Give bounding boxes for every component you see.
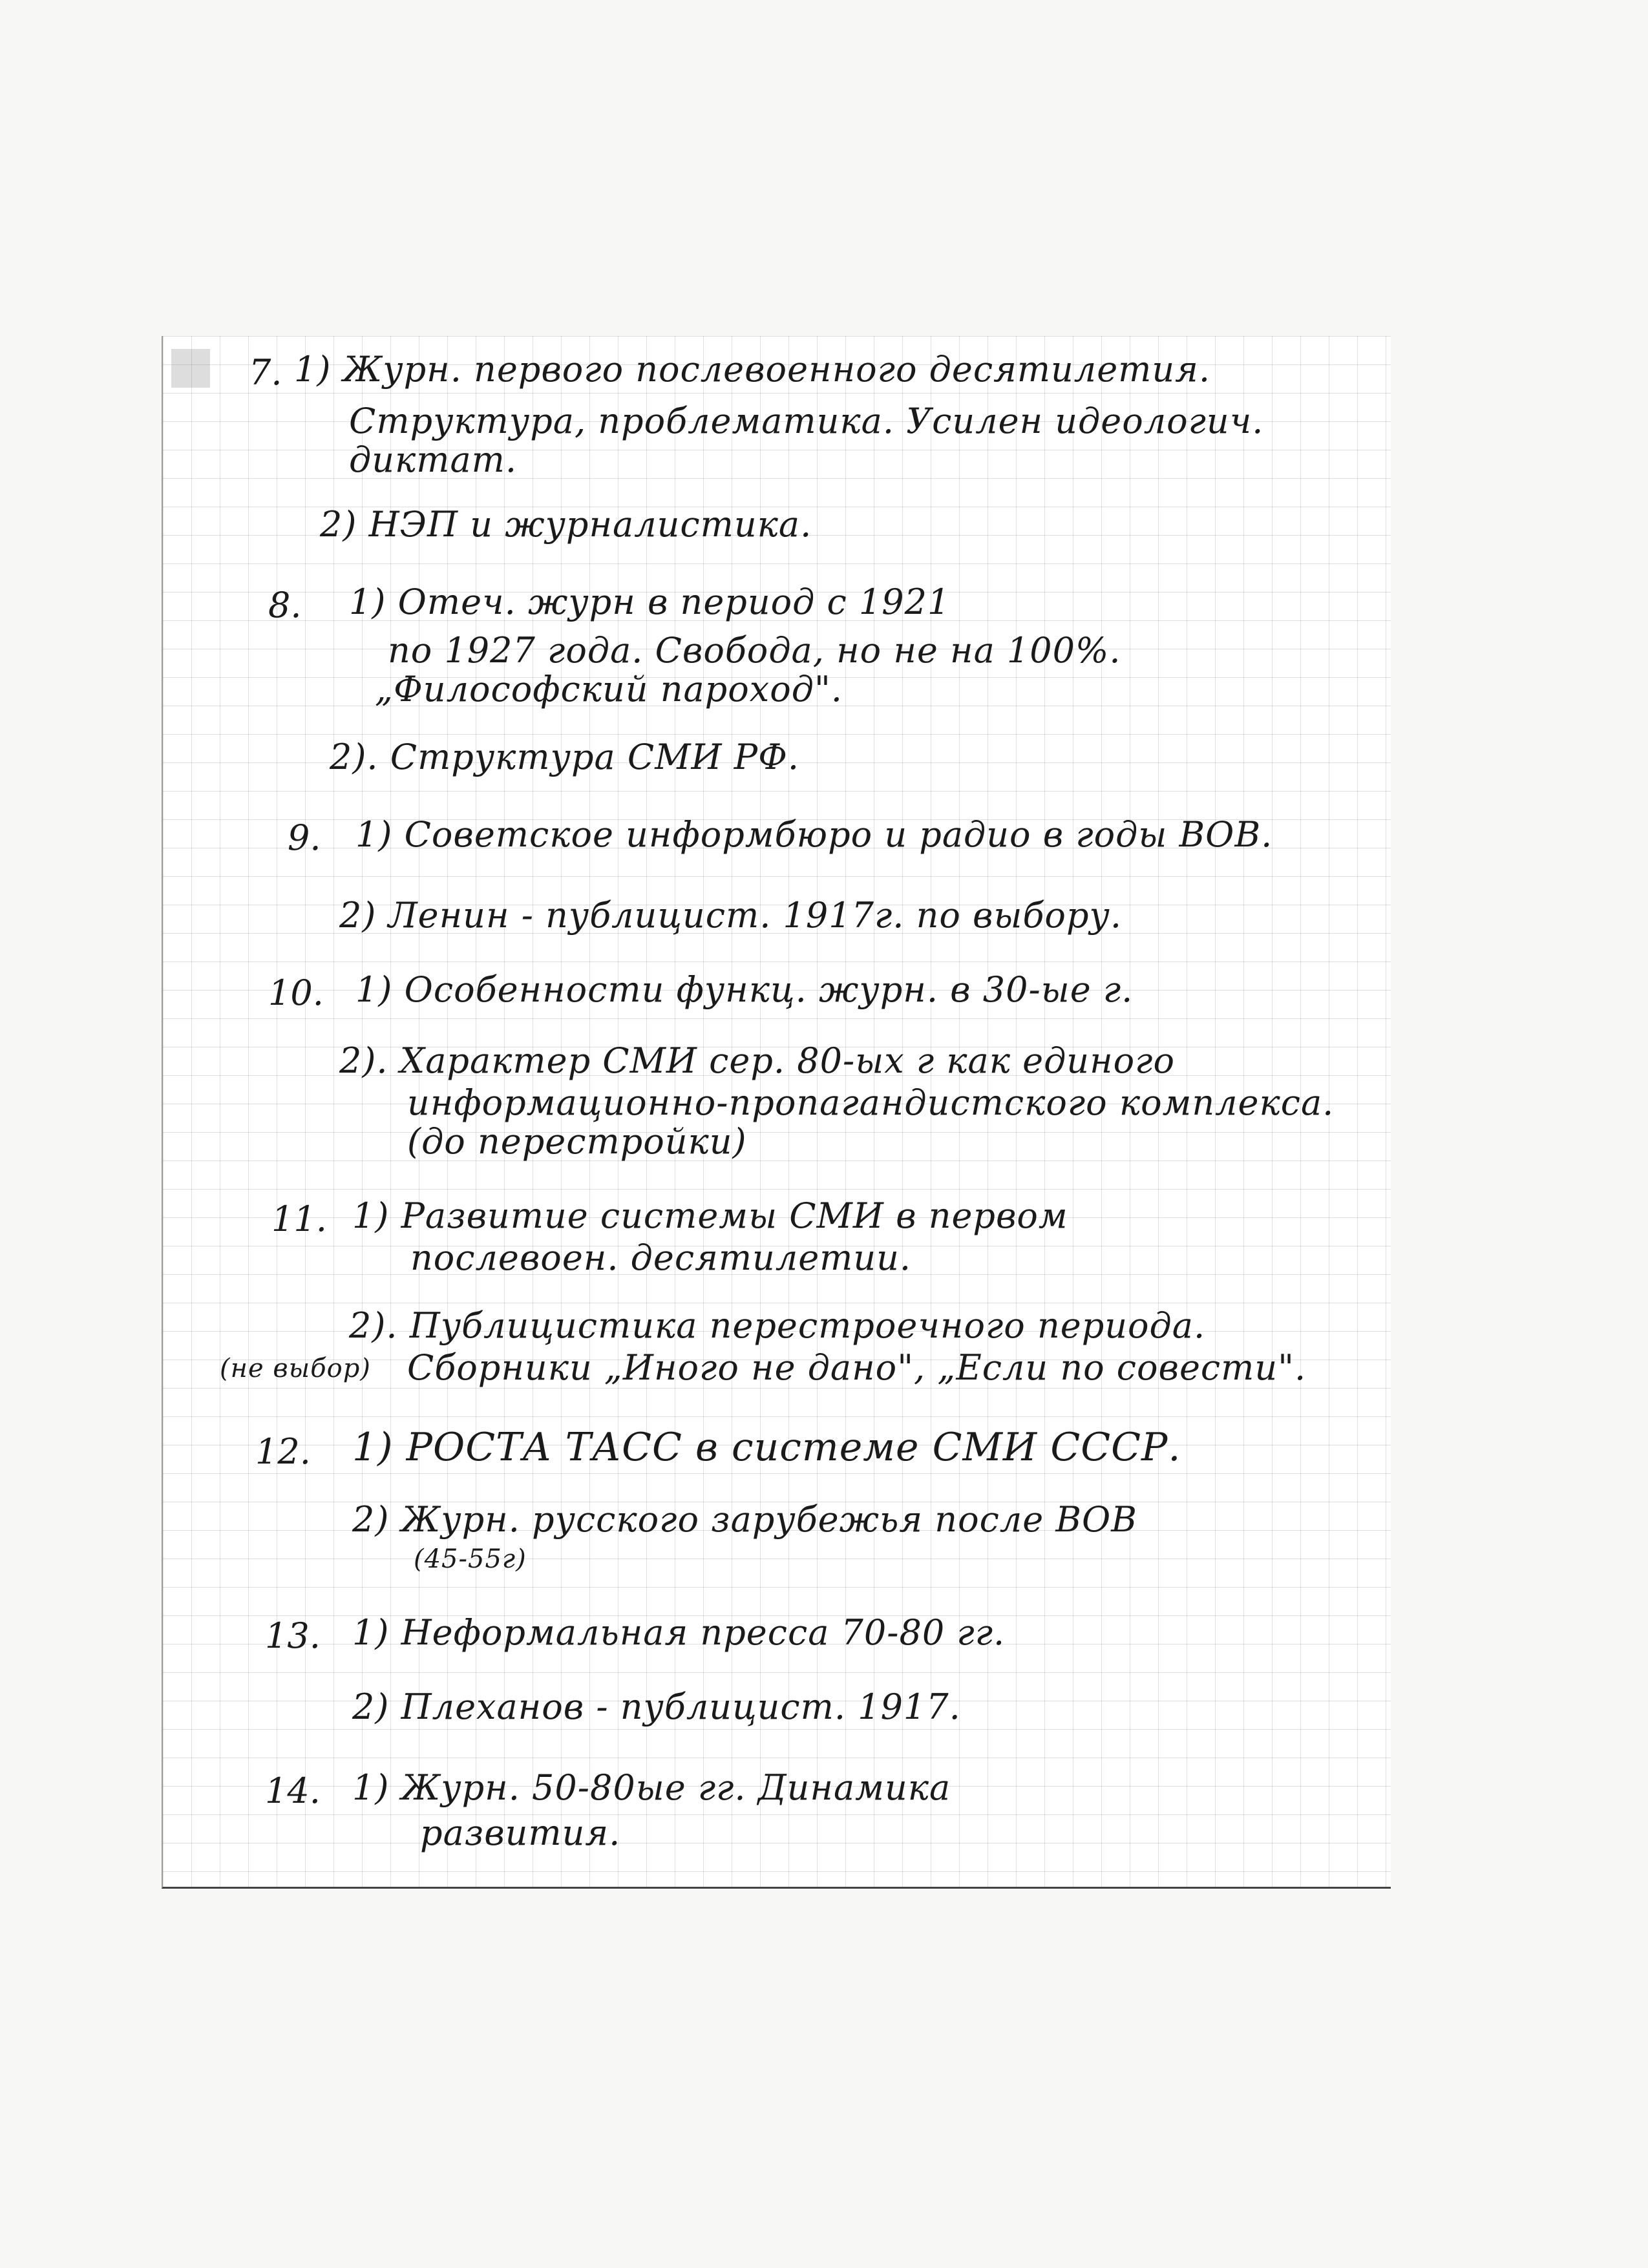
handwritten-line: 2) Плеханов - публицист. 1917. bbox=[352, 1686, 961, 1727]
handwritten-line: 1) Журн. 50-80ые гг. Динамика bbox=[352, 1767, 951, 1808]
handwritten-line: 2). Характер СМИ сер. 80-ых г как единого bbox=[339, 1040, 1175, 1081]
handwritten-line: 1) РОСТА ТАСС в системе СМИ СССР. bbox=[352, 1425, 1181, 1470]
handwritten-line: по 1927 года. Свобода, но не на 100%. bbox=[388, 630, 1121, 671]
item-number: 14. bbox=[265, 1770, 321, 1811]
handwritten-line: 2). Структура СМИ РФ. bbox=[330, 737, 800, 777]
handwritten-line: 1) Советское информбюро и радио в годы ВОВ. bbox=[355, 814, 1273, 855]
handwritten-line: 1) Особенности функц. журн. в 30-ые г. bbox=[355, 969, 1134, 1010]
handwritten-line: послевоен. десятилетии. bbox=[410, 1237, 912, 1278]
handwritten-line: 1) Журн. первого послевоенного десятилетия. bbox=[294, 349, 1211, 390]
handwritten-line: (до перестройки) bbox=[407, 1121, 747, 1162]
handwritten-line: 1) Отеч. журн в период с 1921 bbox=[349, 582, 951, 622]
item-number: 7. bbox=[249, 352, 282, 393]
handwritten-line: „Философский пароход". bbox=[375, 669, 843, 709]
item-number: 10. bbox=[268, 972, 324, 1013]
handwritten-line: 1) Неформальная пресса 70-80 гг. bbox=[352, 1612, 1006, 1653]
item-number: 11. bbox=[271, 1199, 327, 1239]
handwritten-line: 2) Журн. русского зарубежья после ВОВ bbox=[352, 1499, 1137, 1540]
handwritten-line: информационно-пропагандистского комплекса. bbox=[407, 1082, 1335, 1123]
corner-mark bbox=[171, 349, 210, 388]
item-number: 13. bbox=[265, 1615, 321, 1656]
handwritten-line: 2) НЭП и журналистика. bbox=[320, 504, 812, 545]
handwritten-line: 2) Ленин - публицист. 1917г. по выбору. bbox=[339, 895, 1122, 936]
handwritten-line: диктат. bbox=[349, 439, 518, 480]
handwritten-line: 2). Публицистика перестроечного периода. bbox=[349, 1305, 1206, 1346]
handwritten-line: развития. bbox=[420, 1812, 621, 1853]
handwritten-line: 1) Развитие системы СМИ в первом bbox=[352, 1195, 1068, 1236]
side-note: (не выбор) bbox=[220, 1354, 371, 1383]
item-number: 12. bbox=[255, 1431, 311, 1472]
handwritten-line: Структура, проблематика. Усилен идеологич. bbox=[349, 401, 1264, 441]
side-note: (45-55г) bbox=[414, 1544, 527, 1574]
item-number: 9. bbox=[288, 817, 321, 858]
item-number: 8. bbox=[268, 585, 302, 625]
handwritten-line: Сборники „Иного не дано", „Если по совести". bbox=[407, 1347, 1307, 1388]
